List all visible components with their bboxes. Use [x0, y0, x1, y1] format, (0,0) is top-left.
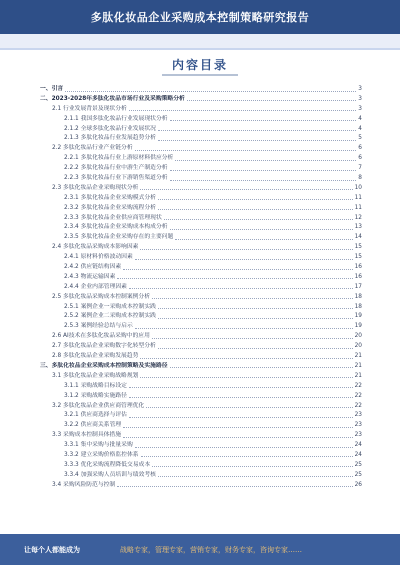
toc-entry[interactable] [40, 293, 362, 301]
toc-page-number: 22 [354, 402, 362, 409]
toc-entry[interactable] [40, 134, 362, 142]
toc-page-number: 14 [354, 234, 362, 241]
toc-entry-title: 2.1.2 全球多肽化妆品行业发展状况 [64, 125, 156, 132]
toc-entry[interactable] [40, 431, 362, 439]
toc-entry-title: 3.3.2 建立采购价格监控体系 [64, 451, 139, 458]
toc-heading: 内容目录 [171, 58, 228, 72]
toc-leader-dots [152, 466, 352, 467]
toc-page-number: 19 [354, 313, 362, 320]
toc-entry[interactable] [40, 214, 362, 222]
toc-page-number: 11 [354, 194, 362, 201]
toc-entry-title: 3.3.1 集中采购与批量采购 [64, 442, 133, 449]
toc-entry[interactable] [40, 184, 362, 192]
toc-entry-title: 2.3.3 多肽化妆品企业供应商管理现状 [64, 214, 162, 221]
toc-entry[interactable] [40, 243, 362, 251]
toc-leader-dots [123, 269, 352, 270]
toc-heading-underline [162, 74, 238, 76]
toc-page-number: 4 [358, 115, 362, 122]
toc-entry[interactable] [40, 362, 362, 370]
toc-entry-title: 2.6 AI技术在多肽化妆品采购中的应用 [52, 333, 150, 340]
toc-entry[interactable] [40, 223, 362, 231]
toc-leader-dots [152, 298, 353, 299]
toc-entry[interactable] [40, 194, 362, 202]
toc-entry[interactable] [40, 233, 362, 241]
toc-leader-dots [170, 120, 357, 121]
toc-entry-title: 3.3 采购成本控制具体措施 [52, 432, 122, 439]
toc-entry[interactable] [40, 441, 362, 449]
toc-page-number: 3 [358, 86, 362, 92]
toc-page-number: 25 [354, 461, 362, 468]
toc-entry-title: 二、2023-2028年多肽化妆品市场行业及采购策略分析 [40, 95, 185, 102]
toc-leader-dots [152, 338, 353, 339]
toc-page-number: 6 [358, 145, 362, 152]
toc-entry-title: 2.5.2 案例企业二采购成本控制实践 [64, 313, 156, 320]
toc-page-number: 26 [354, 481, 362, 488]
toc-page-number: 15 [354, 254, 362, 261]
toc-leader-dots [117, 486, 352, 487]
toc-leader-dots [129, 110, 356, 111]
toc-page-number: 6 [358, 155, 362, 162]
toc-entry-title: 3.3.3 优化采购流程降低交易成本 [64, 461, 151, 468]
toc-leader-dots [158, 308, 353, 309]
toc-leader-dots [158, 130, 356, 131]
toc-entry-title: 2.3.5 多肽化妆品企业采购存在的主要问题 [64, 234, 174, 241]
table-of-contents [40, 85, 362, 516]
toc-leader-dots [140, 358, 352, 359]
toc-entry[interactable] [40, 342, 362, 350]
toc-entry-title: 2.2.1 多肽化妆品行业上游原材料供应分析 [64, 155, 174, 162]
toc-entry-title: 2.4.1 原材料价格波动因素 [64, 254, 133, 261]
toc-leader-dots [170, 170, 357, 171]
toc-entry[interactable] [40, 105, 362, 113]
toc-entry-title: 2.5.1 案例企业一采购成本控制实践 [64, 303, 156, 310]
toc-page-number: 20 [354, 343, 362, 350]
toc-entry[interactable] [40, 115, 362, 123]
toc-entry[interactable] [40, 382, 362, 390]
toc-leader-dots [141, 456, 353, 457]
toc-leader-dots [146, 407, 352, 408]
toc-entry-title: 2.5.3 案例经验总结与启示 [64, 323, 133, 330]
toc-entry[interactable] [40, 174, 362, 182]
toc-leader-dots [135, 150, 357, 151]
toc-entry-title: 3.1 多肽化妆品企业采购战略规划 [52, 372, 139, 379]
header-divider [0, 48, 400, 50]
toc-entry-title: 3.2 多肽化妆品企业供应商管理优化 [52, 402, 145, 409]
toc-entry[interactable] [40, 352, 362, 360]
toc-entry-title: 三、多肽化妆品企业采购成本控制策略及实施路径 [40, 362, 168, 369]
toc-page-number: 18 [354, 293, 362, 300]
toc-entry-title: 2.2 多肽化妆品行业产业链分析 [52, 145, 133, 152]
toc-page-number: 21 [354, 372, 362, 379]
toc-entry-title: 一、引言 [40, 86, 64, 92]
header-accent-band [0, 34, 400, 48]
footer-bar [0, 534, 400, 565]
toc-entry[interactable] [40, 312, 362, 320]
toc-entry-title: 3.4 采购风险防范与控制 [52, 481, 116, 488]
toc-entry[interactable] [40, 471, 362, 479]
toc-leader-dots [65, 91, 356, 92]
toc-entry[interactable] [40, 283, 362, 291]
toc-leader-dots [140, 377, 352, 378]
toc-entry-title: 2.5 多肽化妆品采购成本控制案例分析 [52, 293, 151, 300]
toc-entry-title: 2.3.4 多肽化妆品企业采购成本构成分析 [64, 224, 168, 231]
report-title: 多肽化妆品企业采购成本控制策略研究报告 [90, 11, 310, 24]
toc-leader-dots [135, 259, 353, 260]
toc-entry-title: 2.4.2 供应链结构因素 [64, 264, 122, 271]
toc-page-number: 13 [354, 224, 362, 231]
toc-leader-dots [117, 278, 352, 279]
toc-entry-title: 2.7 多肽化妆品企业采购数字化转型分析 [52, 343, 156, 350]
toc-entry[interactable] [40, 144, 362, 152]
toc-entry-title: 2.4.3 物流运输因素 [64, 273, 116, 280]
toc-entry[interactable] [40, 154, 362, 162]
toc-page-number: 4 [358, 125, 362, 132]
toc-page-number: 23 [354, 432, 362, 439]
toc-entry-title: 3.1.2 采购战略实施路径 [64, 392, 127, 399]
toc-leader-dots [123, 437, 353, 438]
toc-entry[interactable] [40, 481, 362, 489]
toc-page-number: 24 [354, 451, 362, 458]
toc-entry[interactable] [40, 372, 362, 380]
footer-slogan: 让每个人都能成为 [24, 546, 80, 554]
toc-page-number: 3 [358, 105, 362, 112]
toc-page-number: 16 [354, 264, 362, 271]
toc-entry-title: 2.3.2 多肽化妆品企业采购流程分析 [64, 204, 156, 211]
toc-leader-dots [187, 100, 356, 101]
toc-page-number: 19 [354, 323, 362, 330]
toc-leader-dots [170, 229, 353, 230]
toc-leader-dots [129, 288, 353, 289]
toc-entry[interactable] [40, 204, 362, 212]
toc-leader-dots [164, 219, 353, 220]
toc-leader-dots [170, 367, 353, 368]
toc-entry[interactable] [40, 253, 362, 261]
toc-page-number: 21 [354, 362, 362, 369]
toc-leader-dots [158, 476, 353, 477]
toc-page-number: 24 [354, 442, 362, 449]
toc-entry-title: 2.1.1 我国多肽化妆品行业发展现状分析 [64, 115, 168, 122]
toc-leader-dots [170, 180, 357, 181]
toc-entry[interactable] [40, 332, 362, 340]
toc-entry-title: 2.3 多肽化妆品企业采购现状分析 [52, 184, 139, 191]
toc-entry-title: 3.3.4 加强采购人员培训与绩效考核 [64, 471, 156, 478]
toc-entry[interactable] [40, 273, 362, 281]
toc-entry-title: 2.2.3 多肽化妆品行业下游销售渠道分析 [64, 175, 168, 182]
toc-entry[interactable] [40, 402, 362, 410]
toc-entry-title: 3.2.1 供应商选择与评估 [64, 412, 127, 419]
toc-page-number: 18 [354, 303, 362, 310]
toc-entry-title: 2.4.4 企业内部管理因素 [64, 283, 127, 290]
toc-entry-title: 2.1.3 多肽化妆品行业发展趋势分析 [64, 135, 156, 142]
toc-leader-dots [135, 328, 353, 329]
toc-entry-title: 3.1.1 采购战略目标设定 [64, 382, 127, 389]
toc-page-number: 11 [354, 204, 362, 211]
toc-page-number: 16 [354, 273, 362, 280]
toc-entry[interactable] [40, 303, 362, 311]
toc-leader-dots [158, 348, 353, 349]
toc-entry[interactable] [40, 461, 362, 469]
toc-leader-dots [140, 189, 352, 190]
toc-page-number: 22 [354, 382, 362, 389]
toc-entry-title: 3.2.2 供应商关系管理 [64, 422, 122, 429]
toc-entry-title: 2.4 多肽化妆品采购成本影响因素 [52, 244, 139, 251]
toc-leader-dots [158, 140, 356, 141]
toc-entry-title: 2.1 行业发展背景及现状分析 [52, 105, 127, 112]
toc-page-number: 23 [354, 422, 362, 429]
header-bar [0, 0, 400, 34]
toc-leader-dots [158, 209, 353, 210]
toc-page-number: 15 [354, 244, 362, 251]
toc-page-number: 3 [358, 95, 362, 102]
toc-entry[interactable] [40, 263, 362, 271]
toc-entry[interactable] [40, 85, 362, 93]
toc-page-number: 8 [358, 175, 362, 182]
toc-leader-dots [135, 447, 353, 448]
toc-page-number: 21 [354, 353, 362, 360]
toc-leader-dots [123, 427, 352, 428]
toc-entry-title: 2.3.1 多肽化妆品企业采购模式分析 [64, 194, 156, 201]
toc-page-number: 23 [354, 412, 362, 419]
toc-page-number: 25 [354, 471, 362, 478]
toc-entry[interactable] [40, 451, 362, 459]
toc-entry[interactable] [40, 322, 362, 330]
toc-page-number: 17 [354, 283, 362, 290]
toc-entry[interactable] [40, 421, 362, 429]
toc-page-number: 20 [354, 333, 362, 340]
toc-leader-dots [158, 199, 353, 200]
toc-entry[interactable] [40, 411, 362, 419]
toc-leader-dots [140, 249, 352, 250]
toc-leader-dots [175, 160, 356, 161]
toc-page-number: 7 [358, 165, 362, 172]
footer-tagline: 战略专家，管理专家，营销专家，财务专家，咨询专家…… [120, 546, 302, 554]
toc-leader-dots [175, 239, 352, 240]
toc-page-number: 10 [354, 184, 362, 191]
toc-leader-dots [129, 387, 353, 388]
toc-entry[interactable] [40, 392, 362, 400]
toc-entry[interactable] [40, 125, 362, 133]
toc-entry-title: 2.8 多肽化妆品企业采购发展趋势 [52, 353, 139, 360]
toc-leader-dots [129, 397, 353, 398]
toc-leader-dots [129, 417, 353, 418]
toc-page-number: 22 [354, 392, 362, 399]
toc-entry[interactable] [40, 164, 362, 172]
toc-entry-title: 2.2.2 多肽化妆品行业中游生产制造分析 [64, 165, 168, 172]
toc-leader-dots [158, 318, 353, 319]
toc-page-number: 5 [358, 135, 362, 142]
toc-entry[interactable] [40, 95, 362, 103]
toc-page-number: 12 [354, 214, 362, 221]
